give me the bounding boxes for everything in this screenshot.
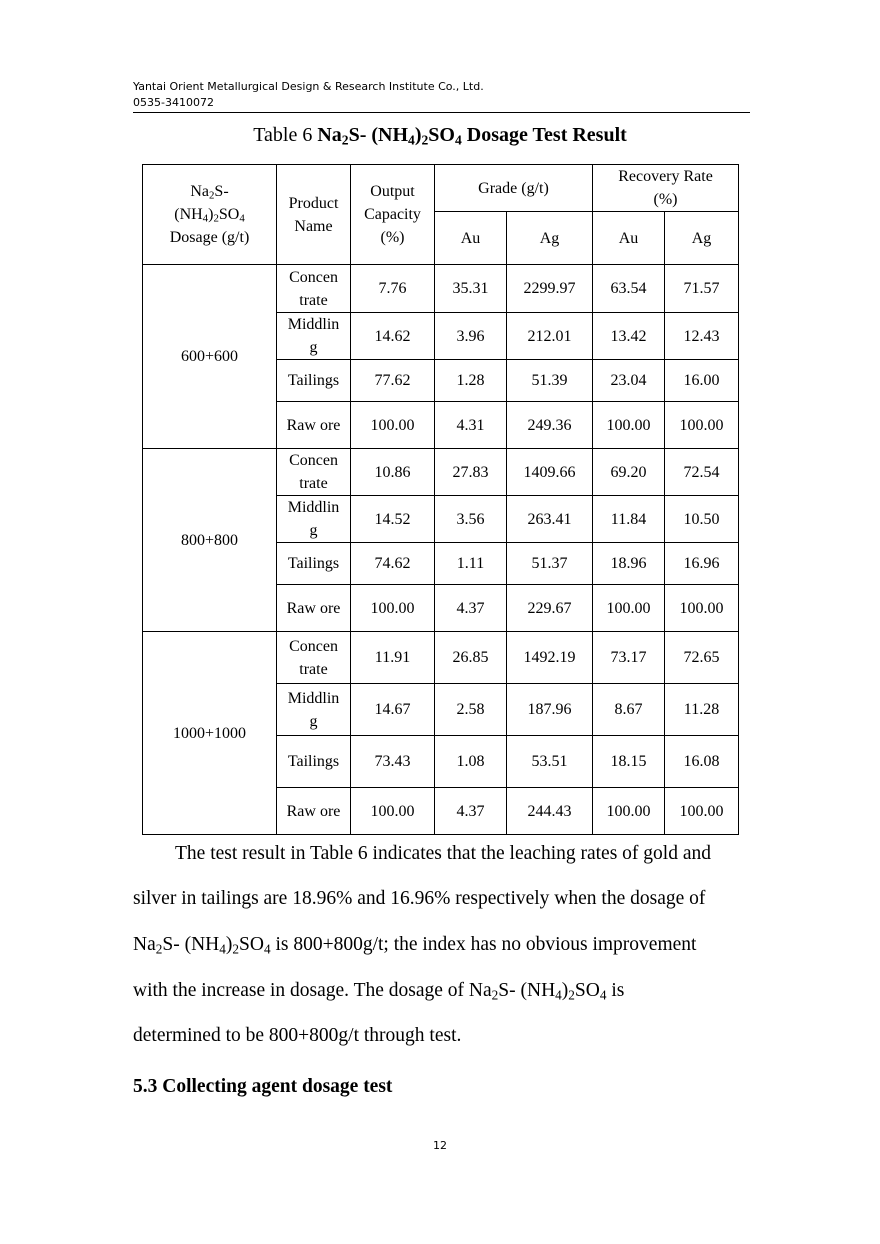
company-phone: 0535-3410072 xyxy=(133,96,214,109)
grade-ag-cell: 263.41 xyxy=(507,496,593,543)
output-cell: 77.62 xyxy=(351,360,435,402)
rec-ag-cell: 72.65 xyxy=(665,632,739,684)
rec-au-cell: 8.67 xyxy=(593,684,665,736)
product-cell: Concen trate xyxy=(277,265,351,313)
rec-au-cell: 100.00 xyxy=(593,788,665,835)
grade-au-cell: 4.37 xyxy=(435,788,507,835)
paragraph-line-2: silver in tailings are 18.96% and 16.96% respectively when the dosage of xyxy=(133,888,706,909)
grade-au-cell: 26.85 xyxy=(435,632,507,684)
grade-ag-cell: 51.37 xyxy=(507,543,593,585)
paragraph-line-3: $Na_2S-$ $(NH_4)_2SO_4$ is 800+800g/t; the index has no obvious improvement xyxy=(133,934,697,957)
rec-ag-cell: 100.00 xyxy=(665,402,739,449)
grade-au-cell: 4.37 xyxy=(435,585,507,632)
grade-ag-cell: 229.67 xyxy=(507,585,593,632)
grade-ag-cell: 1492.19 xyxy=(507,632,593,684)
recovery-ag-header: Ag xyxy=(665,212,739,265)
rec-ag-cell: 16.08 xyxy=(665,736,739,788)
grade-ag-cell: 2299.97 xyxy=(507,265,593,313)
dosage-header: $Na_2S-$ $(NH_4)_2SO_4$ Dosage (g/t) xyxy=(143,165,277,265)
caption-formula: $Na_2S-$ $(NH_4)_2SO_4$ Dosage Test Result xyxy=(317,124,627,148)
output-cell: 14.67 xyxy=(351,684,435,736)
output-header: Output Capacity (%) xyxy=(351,165,435,265)
grade-ag-cell: 244.43 xyxy=(507,788,593,835)
page-number: 12 xyxy=(433,1139,447,1152)
rec-ag-cell: 16.00 xyxy=(665,360,739,402)
grade-ag-cell: 212.01 xyxy=(507,313,593,360)
output-cell: 100.00 xyxy=(351,585,435,632)
rec-ag-cell: 72.54 xyxy=(665,449,739,496)
header-rule xyxy=(133,112,750,113)
grade-ag-cell: 53.51 xyxy=(507,736,593,788)
rec-ag-cell: 16.96 xyxy=(665,543,739,585)
output-cell: 7.76 xyxy=(351,265,435,313)
output-cell: 100.00 xyxy=(351,402,435,449)
rec-au-cell: 18.15 xyxy=(593,736,665,788)
dosage-cell: 600+600 xyxy=(143,265,277,449)
grade-au-cell: 1.11 xyxy=(435,543,507,585)
rec-ag-cell: 11.28 xyxy=(665,684,739,736)
grade-header: Grade (g/t) xyxy=(435,165,593,212)
recovery-au-header: Au xyxy=(593,212,665,265)
product-cell: Raw ore xyxy=(277,402,351,449)
rec-au-cell: 100.00 xyxy=(593,585,665,632)
product-cell: Tailings xyxy=(277,736,351,788)
recovery-header: Recovery Rate (%) xyxy=(593,165,739,212)
output-cell: 100.00 xyxy=(351,788,435,835)
page-header xyxy=(133,79,750,111)
rec-ag-cell: 100.00 xyxy=(665,585,739,632)
product-cell: Middlin g xyxy=(277,496,351,543)
table-caption: Table 6 $Na_2S-$ $(NH_4)_2SO_4$ Dosage Test Result xyxy=(253,124,627,148)
output-cell: 73.43 xyxy=(351,736,435,788)
grade-au-cell: 1.28 xyxy=(435,360,507,402)
product-cell: Concen trate xyxy=(277,449,351,496)
rec-au-cell: 69.20 xyxy=(593,449,665,496)
grade-ag-cell: 51.39 xyxy=(507,360,593,402)
paragraph-line-4: with the increase in dosage. The dosage of $Na_2S-$ $(NH_4)_2SO_4$ is xyxy=(133,980,625,1003)
rec-au-cell: 100.00 xyxy=(593,402,665,449)
grade-au-cell: 2.58 xyxy=(435,684,507,736)
grade-ag-cell: 187.96 xyxy=(507,684,593,736)
output-cell: 11.91 xyxy=(351,632,435,684)
table-row xyxy=(143,265,739,313)
section-heading: 5.3 Collecting agent dosage test xyxy=(133,1076,393,1097)
grade-au-cell: 35.31 xyxy=(435,265,507,313)
product-cell: Concen trate xyxy=(277,632,351,684)
rec-au-cell: 73.17 xyxy=(593,632,665,684)
grade-au-cell: 27.83 xyxy=(435,449,507,496)
company-name: Yantai Orient Metallurgical Design & Research Institute Co., Ltd. xyxy=(133,80,484,93)
paragraph-line-5: determined to be 800+800g/t through test. xyxy=(133,1025,462,1046)
table-row xyxy=(143,449,739,496)
rec-ag-cell: 71.57 xyxy=(665,265,739,313)
product-cell: Middlin g xyxy=(277,684,351,736)
rec-au-cell: 63.54 xyxy=(593,265,665,313)
product-header: Product Name xyxy=(277,165,351,265)
table-row xyxy=(143,632,739,684)
rec-au-cell: 13.42 xyxy=(593,313,665,360)
paragraph-line-1: The test result in Table 6 indicates that the leaching rates of gold and xyxy=(175,843,711,864)
header-row-1 xyxy=(143,165,739,212)
product-cell: Raw ore xyxy=(277,585,351,632)
grade-ag-cell: 1409.66 xyxy=(507,449,593,496)
product-cell: Tailings xyxy=(277,543,351,585)
grade-au-cell: 4.31 xyxy=(435,402,507,449)
product-cell: Middlin g xyxy=(277,313,351,360)
dosage-cell: 1000+1000 xyxy=(143,632,277,835)
rec-ag-cell: 12.43 xyxy=(665,313,739,360)
grade-au-cell: 3.56 xyxy=(435,496,507,543)
output-cell: 10.86 xyxy=(351,449,435,496)
rec-au-cell: 11.84 xyxy=(593,496,665,543)
grade-ag-cell: 249.36 xyxy=(507,402,593,449)
grade-ag-header: Ag xyxy=(507,212,593,265)
product-cell: Raw ore xyxy=(277,788,351,835)
rec-au-cell: 18.96 xyxy=(593,543,665,585)
rec-ag-cell: 10.50 xyxy=(665,496,739,543)
dosage-test-table xyxy=(142,164,739,835)
output-cell: 74.62 xyxy=(351,543,435,585)
grade-au-cell: 1.08 xyxy=(435,736,507,788)
dosage-cell: 800+800 xyxy=(143,449,277,632)
product-cell: Tailings xyxy=(277,360,351,402)
rec-ag-cell: 100.00 xyxy=(665,788,739,835)
output-cell: 14.52 xyxy=(351,496,435,543)
grade-au-header: Au xyxy=(435,212,507,265)
grade-au-cell: 3.96 xyxy=(435,313,507,360)
output-cell: 14.62 xyxy=(351,313,435,360)
rec-au-cell: 23.04 xyxy=(593,360,665,402)
